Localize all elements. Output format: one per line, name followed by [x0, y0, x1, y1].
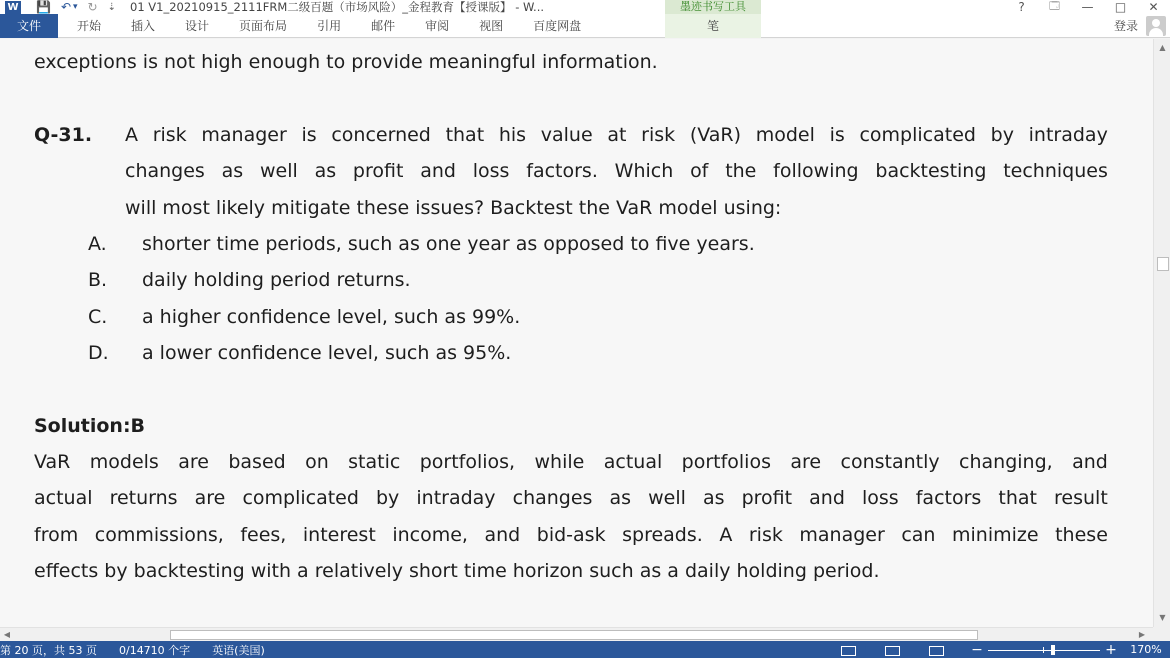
- word: manager: [799, 524, 885, 546]
- word: model: [755, 124, 815, 146]
- word: by: [990, 124, 1014, 146]
- scroll-down-arrow-icon[interactable]: ▼: [1159, 613, 1166, 622]
- tab-pen[interactable]: 笔: [665, 14, 761, 38]
- word: is: [301, 124, 317, 146]
- word: static: [348, 451, 401, 473]
- title-bar: [0, 0, 1170, 14]
- option-letter: D.: [88, 342, 109, 364]
- word: actual: [34, 487, 93, 509]
- read-mode-icon[interactable]: [838, 644, 858, 656]
- word: at: [607, 124, 627, 146]
- print-layout-icon[interactable]: [882, 644, 902, 656]
- word: loss: [472, 160, 510, 182]
- word: profit: [741, 487, 793, 509]
- word: are: [790, 451, 822, 473]
- word: well: [648, 487, 686, 509]
- document-page: [0, 39, 1153, 627]
- zoom-slider-thumb[interactable]: [1051, 645, 1055, 655]
- word: profit: [352, 160, 404, 182]
- word: and: [420, 160, 456, 182]
- word: intraday: [416, 487, 496, 509]
- word: models: [89, 451, 159, 473]
- word: from: [34, 524, 79, 546]
- page-count[interactable]: 第 20 页，共 53 页: [0, 643, 97, 657]
- maximize-button[interactable]: □: [1114, 0, 1127, 14]
- word-count[interactable]: 0/14710 个字: [118, 643, 191, 657]
- tab-layout[interactable]: 页面布局: [239, 18, 288, 33]
- word: that: [445, 124, 485, 146]
- zoom-in-button[interactable]: +: [1105, 641, 1117, 658]
- word: factors.: [526, 160, 598, 182]
- window-controls: [1005, 0, 1170, 14]
- question-line: [125, 124, 1108, 146]
- word: on: [305, 451, 329, 473]
- word: returns: [109, 487, 178, 509]
- zoom-level[interactable]: 170%: [1130, 643, 1162, 656]
- word: is: [829, 124, 845, 146]
- word: commissions,: [94, 524, 224, 546]
- word: backtesting: [875, 160, 987, 182]
- word: the: [725, 160, 757, 182]
- option-text: daily holding period returns.: [142, 269, 411, 291]
- option-letter: C.: [88, 306, 108, 328]
- tab-home[interactable]: 开始: [77, 18, 102, 33]
- word: techniques: [1003, 160, 1108, 182]
- tab-review[interactable]: 审阅: [425, 18, 450, 33]
- horizontal-scrollbar[interactable]: [0, 627, 1153, 641]
- tab-references[interactable]: 引用: [317, 18, 342, 33]
- word: as: [221, 160, 244, 182]
- solution-line: [34, 451, 1108, 473]
- undo-icon[interactable]: ↶: [60, 0, 72, 14]
- word: following: [773, 160, 859, 182]
- solution-line: [34, 487, 1108, 509]
- word: interest: [302, 524, 376, 546]
- word: intraday: [1028, 124, 1108, 146]
- help-button[interactable]: ?: [1018, 0, 1025, 14]
- option-text: a higher confidence level, such as 99%.: [142, 306, 521, 328]
- word: can: [901, 524, 936, 546]
- solution-line: [34, 524, 1108, 546]
- tab-view[interactable]: 视图: [479, 18, 504, 33]
- word: these: [1055, 524, 1108, 546]
- word: fees,: [240, 524, 287, 546]
- zoom-slider[interactable]: [988, 644, 1100, 656]
- word: by: [376, 487, 400, 509]
- vertical-scrollbar[interactable]: [1153, 39, 1170, 627]
- word: income,: [392, 524, 468, 546]
- word: changes: [125, 160, 205, 182]
- redo-icon[interactable]: ↻: [87, 0, 98, 14]
- option-letter: B.: [88, 269, 108, 291]
- word: and: [809, 487, 845, 509]
- user-avatar-icon[interactable]: [1146, 16, 1166, 36]
- word: are: [178, 451, 209, 473]
- word: complicated: [859, 124, 976, 146]
- solution-heading: Solution:B: [34, 415, 146, 437]
- word-app-icon[interactable]: W: [4, 0, 22, 14]
- word: risk: [748, 524, 783, 546]
- scroll-up-arrow-icon[interactable]: ▲: [1159, 43, 1166, 52]
- word: concerned: [331, 124, 431, 146]
- document-area[interactable]: [0, 39, 1153, 627]
- tab-file[interactable]: 文件: [0, 14, 58, 38]
- question-number: Q-31.: [34, 124, 93, 146]
- word: portfolios,: [419, 451, 516, 473]
- word: Which: [614, 160, 674, 182]
- word: based: [228, 451, 286, 473]
- quick-access-toolbar: [36, 0, 116, 14]
- word: are: [194, 487, 226, 509]
- word: actual: [603, 451, 663, 473]
- word: manager: [201, 124, 287, 146]
- word: result: [1054, 487, 1108, 509]
- word: A: [719, 524, 733, 546]
- word: and: [484, 524, 521, 546]
- option-text: shorter time periods, such as one year as opposed to five years.: [142, 233, 755, 255]
- solution-line: effects by backtesting with a relatively short time horizon such as a daily holding period.: [34, 560, 880, 582]
- question-line: [125, 160, 1108, 182]
- status-bar-right: [838, 641, 1170, 658]
- zoom-slider-midpoint: [1043, 647, 1044, 653]
- word: changing,: [959, 451, 1053, 473]
- word: his: [498, 124, 527, 146]
- word: (VaR): [689, 124, 742, 146]
- zoom-out-button[interactable]: −: [971, 641, 983, 658]
- word: complicated: [242, 487, 359, 509]
- word: value: [540, 124, 593, 146]
- customize-qat-icon[interactable]: ⇣: [107, 1, 116, 13]
- tab-baidu-netdisk[interactable]: 百度网盘: [533, 18, 582, 33]
- tab-insert[interactable]: 插入: [131, 18, 156, 33]
- word: changes: [512, 487, 593, 509]
- word: bid-ask: [536, 524, 606, 546]
- word: and: [1072, 451, 1108, 473]
- language-indicator[interactable]: 英语(美国): [212, 643, 265, 657]
- word: well: [259, 160, 298, 182]
- document-title: 01 V1_20210915_2111FRM二级百题（市场风险）_金程教育【授课版】 - W...: [130, 0, 545, 14]
- minimize-button[interactable]: —: [1081, 0, 1094, 14]
- word: loss: [861, 487, 899, 509]
- word: risk: [641, 124, 676, 146]
- word: minimize: [952, 524, 1039, 546]
- word: constantly: [840, 451, 940, 473]
- save-icon[interactable]: 💾: [36, 0, 51, 14]
- web-layout-icon[interactable]: [926, 644, 946, 656]
- word: of: [690, 160, 709, 182]
- horizontal-scroll-thumb[interactable]: [170, 630, 978, 640]
- word: risk: [152, 124, 187, 146]
- sign-in-link[interactable]: 登录: [1113, 19, 1138, 33]
- scroll-left-arrow-icon[interactable]: ◀: [3, 630, 11, 639]
- close-button[interactable]: ✕: [1148, 0, 1159, 14]
- ribbon-display-options-button[interactable]: 🗔: [1049, 0, 1060, 12]
- word: while: [534, 451, 585, 473]
- word: as: [702, 487, 725, 509]
- word: spreads.: [622, 524, 703, 546]
- word: A: [125, 124, 138, 146]
- option-letter: A.: [88, 233, 107, 255]
- word: portfolios: [681, 451, 771, 473]
- scrollbar-corner: [1153, 627, 1170, 641]
- word: as: [609, 487, 632, 509]
- vertical-scroll-thumb[interactable]: [1157, 257, 1169, 271]
- word: that: [998, 487, 1037, 509]
- status-bar: [0, 641, 1170, 658]
- scroll-right-arrow-icon[interactable]: ▶: [1138, 630, 1146, 639]
- word: factors: [915, 487, 982, 509]
- word: as: [314, 160, 337, 182]
- word: VaR: [34, 451, 71, 473]
- undo-dropdown-icon[interactable]: ▾: [73, 2, 78, 12]
- tab-mailings[interactable]: 邮件: [371, 18, 396, 33]
- tab-design[interactable]: 设计: [185, 18, 210, 33]
- previous-paragraph-line: exceptions is not high enough to provide meaningful information.: [34, 51, 658, 73]
- question-line: will most likely mitigate these issues? Backtest the VaR model using:: [125, 197, 782, 219]
- ink-tools-contextual-label: 墨迹书写工具: [665, 0, 761, 14]
- ribbon-tab-bar: [0, 14, 1170, 38]
- option-text: a lower confidence level, such as 95%.: [142, 342, 512, 364]
